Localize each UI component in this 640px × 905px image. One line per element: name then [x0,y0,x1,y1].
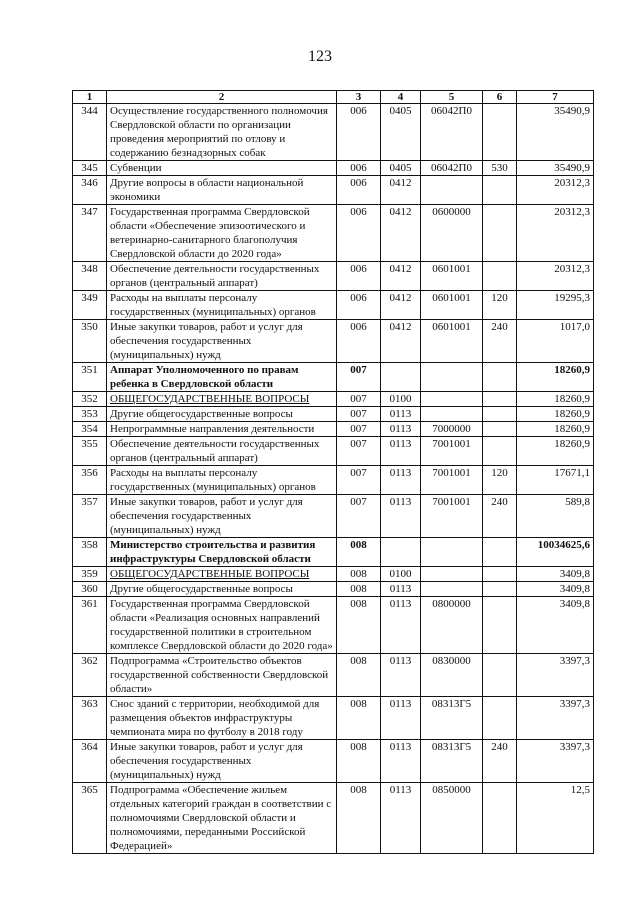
row-name [107,538,337,567]
row-ministry-code: 006 [337,262,381,291]
header-col-6: 6 [483,91,517,104]
row-name [107,161,337,176]
row-section-code: 0113 [381,495,421,538]
row-target-code: 06042П0 [421,104,483,161]
row-sum: 18260,9 [517,437,594,466]
row-section-code: 0113 [381,466,421,495]
row-target-code: 08313Г5 [421,697,483,740]
row-sum: 12,5 [517,783,594,854]
row-section-code [381,363,421,392]
row-ministry-code: 008 [337,740,381,783]
row-name [107,597,337,654]
table-row [73,437,594,466]
table-row [73,538,594,567]
row-expense-type [483,437,517,466]
row-name [107,291,337,320]
row-number: 354 [73,422,107,437]
row-name-text: Другие общегосударственные вопросы [110,583,293,595]
row-sum: 3409,8 [517,582,594,597]
row-target-code: 0830000 [421,654,483,697]
row-expense-type: 120 [483,466,517,495]
row-section-code: 0100 [381,567,421,582]
row-target-code: 0601001 [421,291,483,320]
table-row [73,104,594,161]
row-number: 344 [73,104,107,161]
row-section-code: 0412 [381,176,421,205]
row-ministry-code: 006 [337,176,381,205]
row-ministry-code: 007 [337,392,381,407]
row-ministry-code: 006 [337,291,381,320]
row-section-code: 0412 [381,291,421,320]
row-target-code: 7001001 [421,437,483,466]
row-number: 353 [73,407,107,422]
row-number: 346 [73,176,107,205]
row-expense-type [483,392,517,407]
row-ministry-code: 006 [337,161,381,176]
row-section-code: 0412 [381,205,421,262]
row-section-code: 0113 [381,437,421,466]
row-name-text: Государственная программа Свердловской области «Обеспечение эпизоотического и ветеринарно-санитарного благополучия Свердловской области до 2020 года» [110,206,310,260]
row-expense-type [483,697,517,740]
row-section-code: 0113 [381,597,421,654]
row-name [107,495,337,538]
row-target-code [421,176,483,205]
row-name-text: Министерство строительства и развития инфраструктуры Свердловской области [110,539,316,565]
row-name-text: Обеспечение деятельности государственных органов (центральный аппарат) [110,263,320,289]
row-ministry-code: 006 [337,205,381,262]
row-sum: 18260,9 [517,407,594,422]
row-name [107,654,337,697]
header-col-1: 1 [73,91,107,104]
row-section-code: 0100 [381,392,421,407]
row-name-text: Иные закупки товаров, работ и услуг для обеспечения государственных (муниципальных) нужд [110,741,303,781]
row-name [107,740,337,783]
row-ministry-code: 008 [337,582,381,597]
row-target-code: 0600000 [421,205,483,262]
row-number: 362 [73,654,107,697]
row-target-code [421,363,483,392]
row-section-code: 0412 [381,320,421,363]
row-section-code: 0113 [381,654,421,697]
table-row [73,783,594,854]
row-number: 348 [73,262,107,291]
row-number: 364 [73,740,107,783]
row-name-text: Непрограммные направления деятельности [110,423,315,435]
table-body [73,104,594,854]
row-expense-type [483,597,517,654]
row-expense-type [483,262,517,291]
row-number: 349 [73,291,107,320]
row-number: 350 [73,320,107,363]
row-expense-type [483,363,517,392]
row-sum: 17671,1 [517,466,594,495]
table-row [73,320,594,363]
row-number: 360 [73,582,107,597]
table-row [73,392,594,407]
row-number: 358 [73,538,107,567]
row-name-text: ОБЩЕГОСУДАРСТВЕННЫЕ ВОПРОСЫ [110,393,310,405]
row-expense-type [483,205,517,262]
row-ministry-code: 008 [337,783,381,854]
row-expense-type [483,422,517,437]
row-section-code: 0412 [381,262,421,291]
row-sum: 19295,3 [517,291,594,320]
table-row [73,407,594,422]
row-sum: 3397,3 [517,697,594,740]
row-name-text: Расходы на выплаты персоналу государственных (муниципальных) органов [110,292,316,318]
row-name [107,176,337,205]
table-row [73,597,594,654]
row-target-code: 06042П0 [421,161,483,176]
header-row [73,91,594,104]
row-target-code: 0850000 [421,783,483,854]
header-col-3: 3 [337,91,381,104]
row-sum: 18260,9 [517,422,594,437]
header-col-4: 4 [381,91,421,104]
row-sum: 35490,9 [517,104,594,161]
row-name [107,320,337,363]
row-name-text: Осуществление государственного полномочия Свердловской области по организации проведения мероприятий по отлову и содержанию безнадзорных собак [110,105,328,159]
row-name [107,392,337,407]
row-expense-type [483,582,517,597]
row-sum: 589,8 [517,495,594,538]
row-target-code: 7001001 [421,495,483,538]
table-row [73,495,594,538]
row-expense-type [483,567,517,582]
row-sum: 10034625,6 [517,538,594,567]
row-sum: 20312,3 [517,205,594,262]
row-expense-type: 530 [483,161,517,176]
row-section-code: 0113 [381,407,421,422]
row-name-text: Обеспечение деятельности государственных органов (центральный аппарат) [110,438,320,464]
row-expense-type: 240 [483,495,517,538]
row-name [107,407,337,422]
row-ministry-code: 008 [337,567,381,582]
row-number: 361 [73,597,107,654]
table-row [73,205,594,262]
table-row [73,176,594,205]
row-expense-type: 240 [483,740,517,783]
row-expense-type: 120 [483,291,517,320]
row-expense-type: 240 [483,320,517,363]
table-row [73,740,594,783]
row-name-text: Государственная программа Свердловской области «Реализация основных направлений государственной политики в строительном комплексе Свердловской области до 2020 года» [110,598,333,652]
row-expense-type [483,538,517,567]
row-target-code: 7000000 [421,422,483,437]
row-name-text: Субвенции [110,162,162,174]
row-section-code: 0113 [381,422,421,437]
row-number: 351 [73,363,107,392]
row-section-code: 0113 [381,582,421,597]
row-name [107,205,337,262]
row-name-text: Подпрограмма «Обеспечение жильем отдельных категорий граждан в соответствии с полномочиями Свердловской области и полномочиями, переданными Российской Федерацией» [110,784,332,852]
budget-table [72,90,594,854]
row-sum: 3397,3 [517,740,594,783]
row-name [107,437,337,466]
row-sum: 3397,3 [517,654,594,697]
row-name [107,567,337,582]
row-sum: 3409,8 [517,567,594,582]
row-target-code [421,407,483,422]
row-ministry-code: 008 [337,597,381,654]
row-ministry-code: 007 [337,495,381,538]
row-expense-type [483,654,517,697]
row-sum: 18260,9 [517,363,594,392]
row-sum: 3409,8 [517,597,594,654]
row-name-text: ОБЩЕГОСУДАРСТВЕННЫЕ ВОПРОСЫ [110,568,310,580]
row-name [107,363,337,392]
table-row [73,567,594,582]
row-name-text: Снос зданий с территории, необходимой для размещения объектов инфраструктуры чемпионата мира по футболу в 2018 году [110,698,320,738]
row-name [107,422,337,437]
row-ministry-code: 006 [337,320,381,363]
row-sum: 1017,0 [517,320,594,363]
row-ministry-code: 007 [337,437,381,466]
row-section-code [381,538,421,567]
row-name [107,262,337,291]
row-section-code: 0405 [381,161,421,176]
table-row [73,466,594,495]
table-row [73,654,594,697]
row-number: 345 [73,161,107,176]
row-target-code: 0800000 [421,597,483,654]
table-row [73,697,594,740]
row-ministry-code: 008 [337,538,381,567]
page-number: 123 [308,48,332,65]
row-number: 363 [73,697,107,740]
row-name-text: Подпрограмма «Строительство объектов государственной собственности Свердловской области» [110,655,329,695]
table-row [73,262,594,291]
row-target-code: 7001001 [421,466,483,495]
table-row [73,161,594,176]
row-name-text: Расходы на выплаты персоналу государственных (муниципальных) органов [110,467,316,493]
row-target-code: 0601001 [421,320,483,363]
row-sum: 20312,3 [517,262,594,291]
row-name [107,697,337,740]
row-number: 356 [73,466,107,495]
header-col-2: 2 [107,91,337,104]
row-sum: 18260,9 [517,392,594,407]
row-section-code: 0113 [381,697,421,740]
row-target-code [421,538,483,567]
header-col-5: 5 [421,91,483,104]
row-name [107,582,337,597]
row-number: 357 [73,495,107,538]
row-target-code: 08313Г5 [421,740,483,783]
row-number: 365 [73,783,107,854]
table-row [73,582,594,597]
row-ministry-code: 007 [337,466,381,495]
row-expense-type [483,783,517,854]
row-ministry-code: 007 [337,407,381,422]
row-target-code [421,392,483,407]
row-ministry-code: 008 [337,697,381,740]
row-name [107,466,337,495]
row-number: 347 [73,205,107,262]
row-section-code: 0405 [381,104,421,161]
row-name-text: Другие общегосударственные вопросы [110,408,293,420]
row-number: 355 [73,437,107,466]
row-name-text: Иные закупки товаров, работ и услуг для обеспечения государственных (муниципальных) нужд [110,496,303,536]
row-sum: 20312,3 [517,176,594,205]
table-row [73,363,594,392]
row-name [107,783,337,854]
row-name-text: Другие вопросы в области национальной экономики [110,177,304,203]
row-name [107,104,337,161]
row-ministry-code: 007 [337,363,381,392]
table-row [73,291,594,320]
row-expense-type [483,176,517,205]
header-col-7: 7 [517,91,594,104]
row-name-text: Иные закупки товаров, работ и услуг для обеспечения государственных (муниципальных) нужд [110,321,303,361]
row-target-code: 0601001 [421,262,483,291]
row-sum: 35490,9 [517,161,594,176]
row-expense-type [483,407,517,422]
row-number: 359 [73,567,107,582]
row-target-code [421,567,483,582]
row-name-text: Аппарат Уполномоченного по правам ребенка в Свердловской области [110,364,299,390]
row-ministry-code: 006 [337,104,381,161]
row-target-code [421,582,483,597]
row-ministry-code: 007 [337,422,381,437]
row-expense-type [483,104,517,161]
row-number: 352 [73,392,107,407]
row-section-code: 0113 [381,783,421,854]
row-section-code: 0113 [381,740,421,783]
row-ministry-code: 008 [337,654,381,697]
table-row [73,422,594,437]
